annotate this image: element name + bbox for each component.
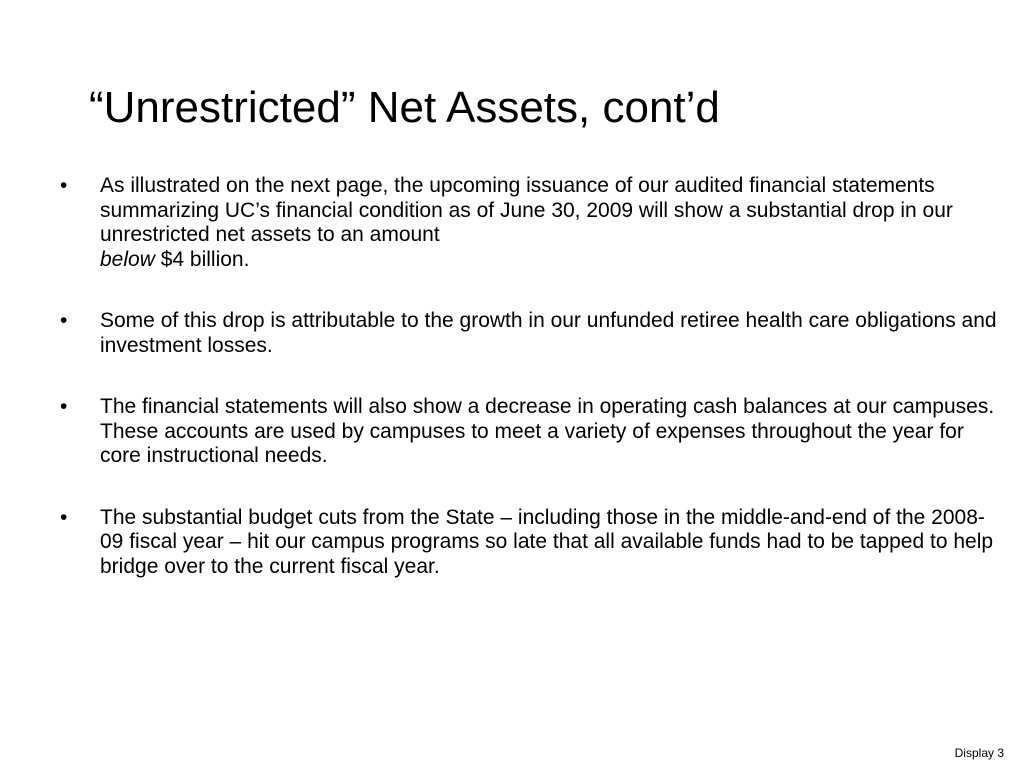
slide-footer-label: Display 3	[954, 746, 1004, 760]
slide-title: “Unrestricted” Net Assets, cont’d	[89, 83, 720, 132]
bullet-text: Some of this drop is attributable to the growth in our unfunded retiree health care obligations and investment losses.	[100, 309, 997, 357]
bullet-item-budget-cuts	[60, 506, 1000, 580]
bullet-text: The financial statements will also show a decrease in operating cash balances at our campuses. These accounts are used by campuses to meet a variety of expenses throughout the year for core instructional needs.	[100, 395, 995, 467]
bullet-item-operating-cash	[60, 395, 1000, 469]
bullet-text-part: As illustrated on the next page, the upcoming issuance of our audited financial statements summarizing UC’s financial condition as of June 30, 2009 will show a substantial drop in our unrestricted net assets to an amount	[100, 174, 953, 246]
bullet-marker: •	[60, 505, 68, 529]
bullet-text	[100, 174, 953, 271]
bullet-text-part: $4 billion.	[154, 247, 250, 271]
bullet-marker: •	[60, 309, 68, 332]
bullet-marker: •	[60, 395, 68, 418]
bullet-marker: •	[60, 174, 68, 197]
bullet-item-audited-statements	[60, 174, 1000, 272]
bullet-list	[60, 174, 1000, 616]
bullet-text: The substantial budget cuts from the State – including those in the middle-and-end of the 2008-09 fiscal year – hit our campus programs so late that all available funds had to be tapped to help bridge over to the current fiscal year.	[100, 505, 994, 578]
bullet-emphasis: below	[100, 247, 155, 271]
bullet-item-retiree-health	[60, 309, 1000, 358]
